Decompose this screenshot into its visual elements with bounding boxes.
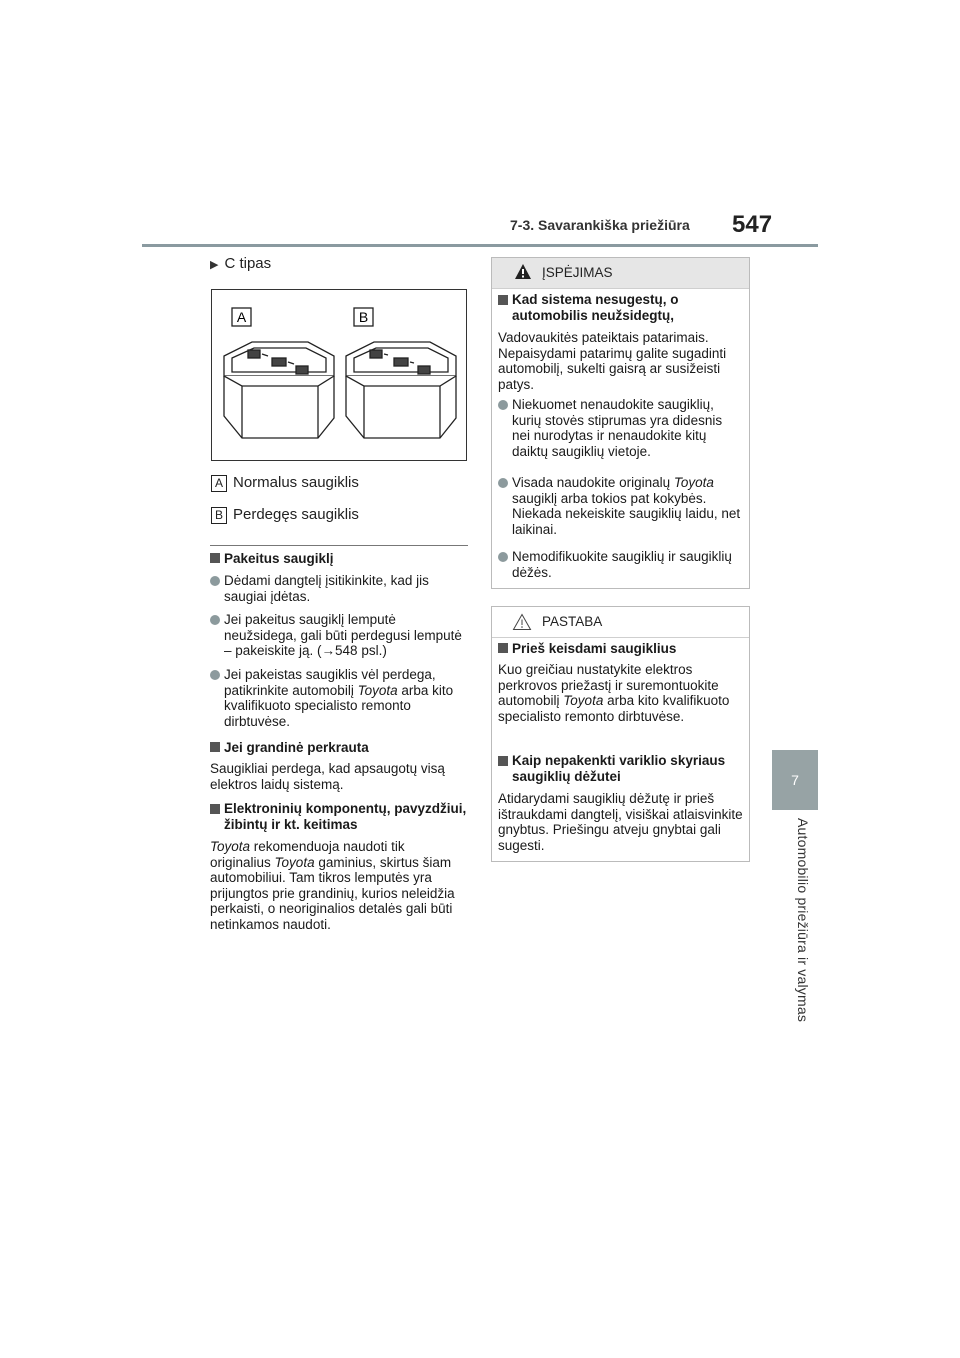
heading-circuit-overload bbox=[210, 740, 468, 756]
bullet-item bbox=[498, 397, 743, 459]
note-title: PASTABA bbox=[542, 614, 603, 629]
bullet-dot-icon bbox=[210, 615, 220, 625]
heading-fuse-replaced bbox=[210, 551, 468, 567]
bullet-text: Visada naudokite originalų Toyota saugiklį arba tokios pat kokybės. Niekada nekeiskite saugiklių laidu, net laikinai. bbox=[512, 475, 741, 537]
paragraph: Saugikliai perdega, kad apsaugotų visą elektros laidų sistemą. bbox=[210, 761, 445, 792]
heading-text: Pakeitus saugiklį bbox=[224, 551, 334, 566]
caution-outline-icon bbox=[512, 613, 532, 631]
legend-a-key: A bbox=[211, 475, 227, 492]
figure-heading-text: C tipas bbox=[224, 255, 272, 272]
bullet-dot-icon bbox=[498, 400, 508, 410]
bullet-text: Niekuomet nenaudokite saugiklių, kurių stovės stiprumas yra didesnis nei nurodytas ir nenaudokite kitų daiktų saugiklių vietoje. bbox=[512, 397, 723, 459]
note-header bbox=[492, 607, 749, 638]
note-heading-1 bbox=[498, 641, 743, 657]
fig-label-b: B bbox=[358, 309, 369, 325]
bullet-item bbox=[210, 612, 468, 659]
heading-component-replacement bbox=[210, 801, 468, 832]
bullet-item bbox=[498, 549, 743, 580]
section-title: 7-3. Savarankiška priežiūra bbox=[510, 217, 690, 233]
legend-b bbox=[211, 506, 359, 524]
bullet-text: Jei pakeistas saugiklis vėl perdega, patikrinkite automobilį Toyota arba kito kvalifikuoto specialisto remonto dirbtuvėse. bbox=[224, 667, 454, 729]
square-bullet-icon bbox=[498, 295, 508, 305]
bullet-text: Nemodifikuokite saugiklių ir saugiklių dėžės. bbox=[512, 549, 732, 580]
fig-label-a: A bbox=[236, 309, 247, 325]
legend-a-text: Normalus saugiklis bbox=[233, 474, 359, 491]
fuse-illustration bbox=[211, 289, 467, 461]
square-bullet-icon bbox=[498, 756, 508, 766]
triangle-arrow-icon: ▶ bbox=[210, 259, 219, 271]
chapter-tab-label: Automobilio priežiūra ir valymas bbox=[795, 818, 811, 1023]
paragraph: Atidarydami saugiklių dėžutę ir prieš ištraukdami dangtelį, visiškai atlaisvinkite gnybtus. Priešingu atveju gnybtai gali sugesti. bbox=[498, 791, 743, 853]
note-heading-2 bbox=[498, 753, 743, 784]
square-bullet-icon bbox=[210, 804, 220, 814]
heading-text: Elektroninių komponentų, pavyzdžiui, žibintų ir kt. keitimas bbox=[224, 801, 467, 832]
paragraph: Kuo greičiau nustatykite elektros perkrovos priežastį ir suremontuokite automobilį Toyota arba kito kvalifikuoto specialisto remonto dirbtuvėse. bbox=[498, 662, 730, 724]
warning-header bbox=[492, 258, 749, 289]
bullet-dot-icon bbox=[210, 670, 220, 680]
bullet-item bbox=[210, 667, 468, 729]
square-bullet-icon bbox=[210, 742, 220, 752]
warning-heading bbox=[498, 292, 738, 323]
warning-intro: Vadovaukitės pateiktais patarimais. Nepaisydami patarimų galite sugadinti automobilį, sukelti gaisrą ar susižeisti patys. bbox=[498, 330, 727, 392]
warning-triangle-icon bbox=[514, 263, 532, 280]
bullet-item bbox=[210, 573, 468, 604]
fuse-drawing bbox=[212, 290, 466, 460]
heading-text: Kaip nepakenkti variklio skyriaus saugiklių dėžutei bbox=[512, 753, 726, 784]
heading-text: Kad sistema nesugestų, o automobilis neužsidegtų, bbox=[512, 292, 679, 323]
bullet-item bbox=[498, 475, 743, 537]
section-divider bbox=[210, 545, 468, 546]
heading-text: Prieš keisdami saugiklius bbox=[512, 641, 677, 656]
header-rule bbox=[142, 244, 818, 247]
chapter-tab: 7 bbox=[772, 750, 818, 810]
bullet-dot-icon bbox=[210, 576, 220, 586]
page-number: 547 bbox=[732, 211, 773, 238]
warning-title: ĮSPĖJIMAS bbox=[542, 265, 613, 280]
bullet-dot-icon bbox=[498, 552, 508, 562]
legend-a bbox=[211, 474, 359, 492]
square-bullet-icon bbox=[210, 553, 220, 563]
bullet-dot-icon bbox=[498, 478, 508, 488]
blown-fuse bbox=[346, 342, 456, 438]
bullet-text: Jei pakeitus saugiklį lemputė neužsidega, gali būti perdegusi lemputė – pakeiskite ją. (→548 psl.) bbox=[224, 612, 462, 658]
square-bullet-icon bbox=[498, 643, 508, 653]
paragraph: Toyota rekomenduoja naudoti tik originalius Toyota gaminius, skirtus šiam automobiliui. Tam tikros lemputės yra prijungtos prie grandinių, kurios neleidžia perkaisti, o neoriginalios detalės gali būti netinkamos naudoti. bbox=[210, 839, 455, 932]
legend-b-key: B bbox=[211, 507, 227, 524]
normal-fuse bbox=[224, 342, 334, 438]
heading-text: Jei grandinė perkrauta bbox=[224, 740, 369, 755]
bullet-text: Dėdami dangtelį įsitikinkite, kad jis saugiai įdėtas. bbox=[224, 573, 429, 604]
legend-b-text: Perdegęs saugiklis bbox=[233, 506, 359, 523]
figure-heading bbox=[210, 255, 271, 272]
